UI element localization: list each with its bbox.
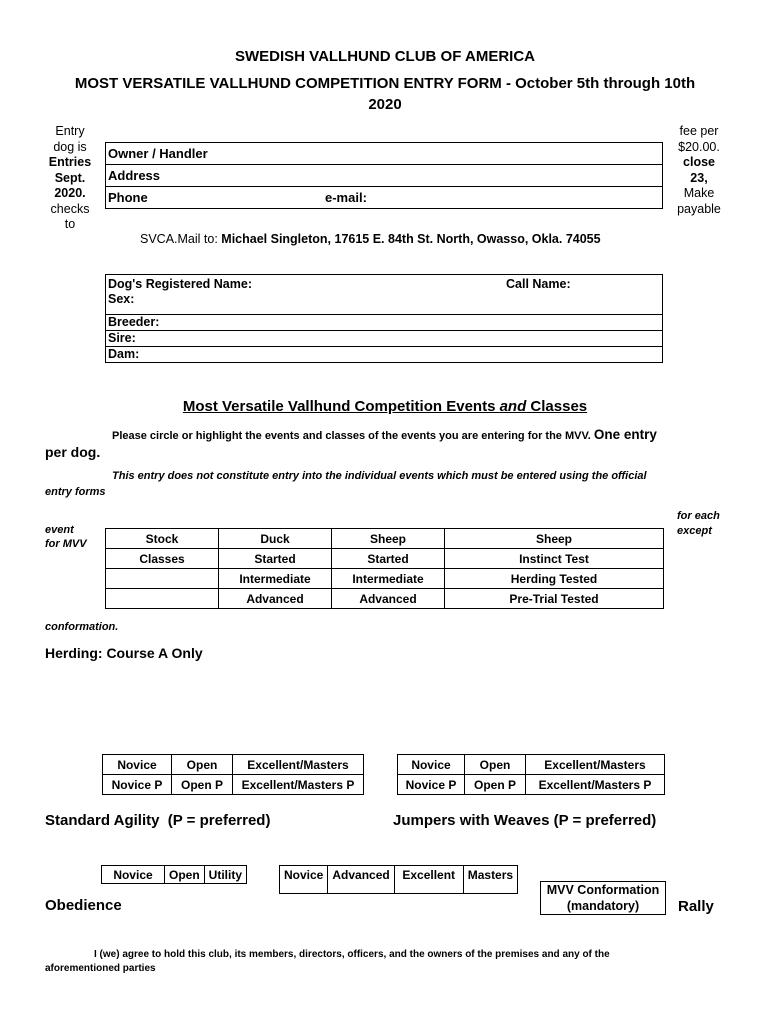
table-cell[interactable]: Herding Tested [445,569,664,589]
table-row [280,866,518,894]
agreement-line2: aforementioned parties [45,963,156,974]
left-side-text: Entry dog is Entries Sept. 2020. checks to [48,124,92,231]
table-cell[interactable]: Classes [106,549,219,569]
table-cell[interactable]: Intermediate [219,569,332,589]
address-field[interactable]: Address [106,165,662,187]
table-cell[interactable]: Intermediate [332,569,445,589]
event-for-mvv-text: event for MVV [45,524,87,550]
dam-field[interactable]: Dam: [108,347,140,361]
right-side-text: fee per $20.00. close 23, Make payable [677,124,721,216]
table-cell[interactable]: Masters [463,866,517,894]
conformation-text: conformation. [45,621,119,633]
table-cell[interactable]: Open [465,755,526,775]
table-cell[interactable]: Excellent/Masters [233,755,364,775]
instructions: Please circle or highlight the events and classes of the events you are entering for the MVV. One entry [112,427,657,442]
table-cell[interactable]: Novice [398,755,465,775]
table-cell[interactable]: Open P [465,775,526,795]
events-heading: Most Versatile Vallhund Competition Events and Classes [182,398,588,415]
table-cell[interactable]: Excellent/Masters P [233,775,364,795]
entry-forms-text: entry forms [45,486,106,498]
table-row [106,569,664,589]
call-name-label: Call Name: [506,277,571,291]
table-cell[interactable]: Utility [204,866,246,884]
table-cell[interactable]: Started [332,549,445,569]
table-cell[interactable]: Open [165,866,205,884]
jumpers-table [397,754,665,795]
table-cell[interactable]: Novice [102,866,165,884]
sire-field[interactable]: Sire: [106,331,662,347]
table-row [398,775,665,795]
table-cell[interactable]: Excellent/Masters P [526,775,665,795]
obedience-label: Obedience [45,897,122,914]
table-cell[interactable] [106,589,219,609]
disclaimer-text: This entry does not constitute entry into the individual events which must be entered using the official [112,470,647,482]
table-cell[interactable]: Sheep [445,529,664,549]
dog-info-box [105,274,663,363]
breeder-field[interactable]: Breeder: [106,315,662,331]
obedience-table [101,865,247,884]
table-row [103,755,364,775]
herding-label: Herding: Course A Only [45,645,203,661]
standard-agility-table [102,754,364,795]
table-cell[interactable]: Novice P [398,775,465,795]
form-title: MOST VERSATILE VALLHUND COMPETITION ENTRY FORM - October 5th through 10th [74,75,696,92]
herding-table [105,528,664,609]
table-cell[interactable]: Pre-Trial Tested [445,589,664,609]
owner-box [105,142,663,209]
table-row [106,549,664,569]
table-cell[interactable]: Open [172,755,233,775]
rally-label: Rally [678,898,714,915]
table-row [102,866,247,884]
table-cell[interactable]: Started [219,549,332,569]
jumpers-label: Jumpers with Weaves (P = preferred) [393,812,657,829]
form-year: 2020 [368,96,402,113]
table-row [398,755,665,775]
table-cell[interactable]: Excellent/Masters [526,755,665,775]
table-cell[interactable]: Open P [172,775,233,795]
owner-handler-field[interactable]: Owner / Handler [106,143,662,165]
agreement-line1: I (we) agree to hold this club, its members, directors, officers, and the owners of the premises and any of the [94,949,610,960]
table-cell[interactable]: Instinct Test [445,549,664,569]
table-row [103,775,364,795]
mvv-conformation-box[interactable]: MVV Conformation (mandatory) [540,881,666,915]
standard-agility-label: Standard Agility (P = preferred) [45,812,271,829]
club-title: SWEDISH VALLHUND CLUB OF AMERICA [235,48,535,65]
table-cell[interactable]: Advanced [332,589,445,609]
table-cell[interactable]: Stock [106,529,219,549]
table-row [106,589,664,609]
table-cell[interactable] [106,569,219,589]
mail-to-line: SVCA.Mail to: Michael Singleton, 17615 E. 84th St. North, Owasso, Okla. 74055 [140,232,601,246]
table-cell[interactable]: Sheep [332,529,445,549]
dog-name-field[interactable]: Dog's Registered Name: Sex: Call Name: [106,275,662,315]
table-row [106,529,664,549]
table-cell[interactable]: Novice [103,755,172,775]
phone-field[interactable]: Phone e-mail: [106,187,662,208]
table-cell[interactable]: Novice P [103,775,172,795]
rally-table [279,865,518,894]
table-cell[interactable]: Advanced [328,866,394,894]
per-dog-text: per dog. [45,444,101,460]
table-cell[interactable]: Duck [219,529,332,549]
table-cell[interactable]: Excellent [394,866,463,894]
table-cell[interactable]: Advanced [219,589,332,609]
email-label[interactable]: e-mail: [325,190,367,205]
table-cell[interactable]: Novice [280,866,328,894]
for-each-except-text: for each except [677,510,720,537]
